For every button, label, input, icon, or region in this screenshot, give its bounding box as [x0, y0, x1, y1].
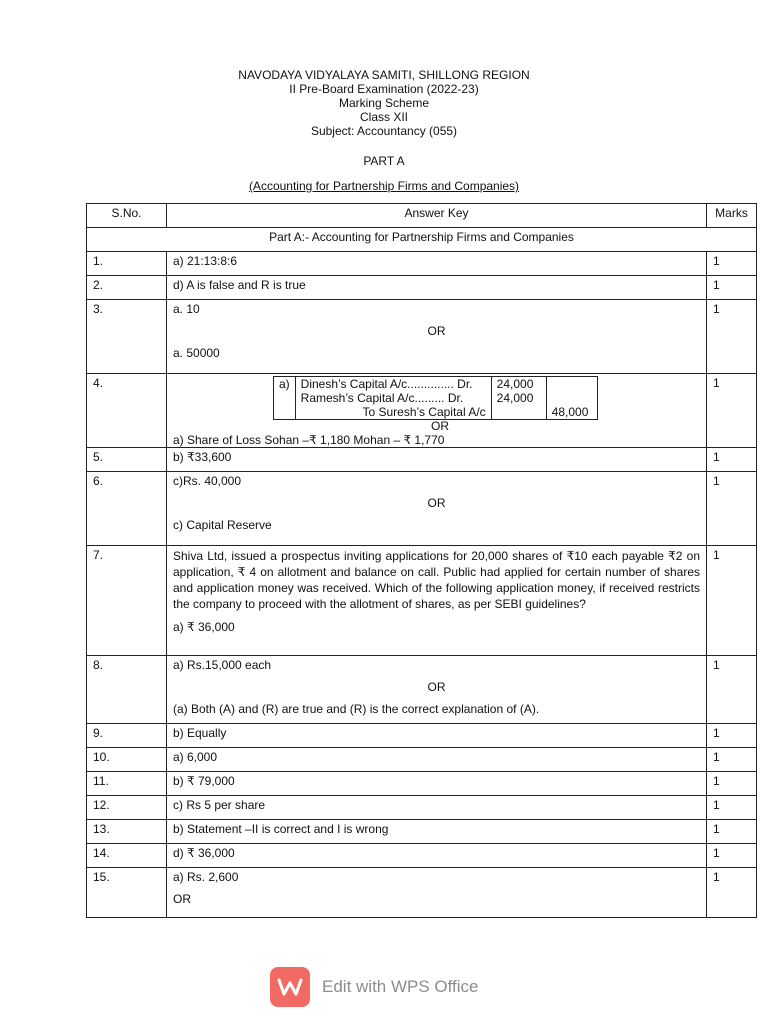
row-marks: 1: [707, 276, 757, 300]
row-sno: 15.: [87, 868, 167, 918]
table-row: [87, 276, 757, 300]
row-marks: 1: [707, 252, 757, 276]
row-answer: a) 6,000: [167, 748, 707, 772]
row-marks: 1: [707, 300, 757, 374]
table-row: [87, 252, 757, 276]
row-marks: 1: [707, 374, 757, 448]
table-row: [87, 796, 757, 820]
section-title: Part A:- Accounting for Partnership Firms and Companies: [87, 228, 757, 252]
table-row: [87, 448, 757, 472]
table-header-row: [87, 204, 757, 228]
row-sno: 5.: [87, 448, 167, 472]
row-sno: 11.: [87, 772, 167, 796]
wps-edit-label[interactable]: Edit with WPS Office: [322, 977, 479, 996]
wps-logo-icon: [270, 967, 310, 1007]
row-sno: 8.: [87, 656, 167, 724]
row-answer: b) Equally: [167, 724, 707, 748]
row-sno: 6.: [87, 472, 167, 546]
table-row: [87, 300, 757, 374]
table-row: [87, 472, 757, 546]
table-row: [87, 546, 757, 656]
row-answer: a. 10: [173, 302, 200, 316]
table-row: [87, 868, 757, 918]
header-scheme: Marking Scheme: [338, 96, 430, 110]
row-answer-cell: [167, 546, 707, 656]
row-sno: 3.: [87, 300, 167, 374]
journal-debit: 24,000 24,000: [491, 377, 546, 420]
question-text: Shiva Ltd, issued a prospectus inviting applications for 20,000 shares of ₹10 each payable ₹2 on application, ₹ 4 on allotment and balance on call. Public had applied for certain number of shares and application money was received. Which of the following application money, if received restricts the company to proceed with the allotment of shares, as per SEBI guidelines?: [173, 549, 700, 611]
row-sno: 1.: [87, 252, 167, 276]
row-answer: a) 21:13:8:6: [167, 252, 707, 276]
row-sno: 12.: [87, 796, 167, 820]
row-sno: 10.: [87, 748, 167, 772]
answer-key-table: [86, 203, 757, 918]
row-marks: 1: [707, 546, 757, 656]
row-marks: 1: [707, 796, 757, 820]
row-marks: 1: [707, 724, 757, 748]
wps-w-glyph: [277, 977, 303, 997]
header-class: Class XII: [359, 110, 408, 124]
row-sno: 7.: [87, 546, 167, 656]
or-label: OR: [431, 419, 449, 433]
document-header: [0, 68, 768, 138]
journal-entry-table: [273, 376, 598, 420]
row-answer: c)Rs. 40,000: [173, 474, 242, 488]
row-answer-cell: [167, 472, 707, 546]
row-marks: 1: [707, 868, 757, 918]
row-marks: 1: [707, 820, 757, 844]
or-label: OR: [427, 324, 446, 338]
journal-particulars: Dinesh’s Capital A/c.............. Dr. Ramesh’s Capital A/c......... Dr. To Suresh’s Capital A/c: [295, 377, 491, 420]
table-row: [87, 844, 757, 868]
header-organization: NAVODAYA VIDYALAYA SAMITI, SHILLONG REGION: [238, 68, 530, 82]
row-alternate-answer: c) Capital Reserve: [173, 518, 272, 532]
section-row: [87, 228, 757, 252]
header-subject: Subject: Accountancy (055): [310, 124, 458, 138]
row-answer: b) ₹33,600: [167, 448, 707, 472]
row-answer-cell: [167, 656, 707, 724]
row-alternate-answer: (a) Both (A) and (R) are true and (R) is the correct explanation of (A).: [173, 702, 540, 716]
row-answer: a) Rs. 2,600: [173, 870, 239, 884]
row-answer: b) ₹ 79,000: [167, 772, 707, 796]
row-answer: a) Rs.15,000 each: [173, 658, 272, 672]
row-answer-cell: [167, 374, 707, 448]
row-sno: 14.: [87, 844, 167, 868]
row-marks: 1: [707, 748, 757, 772]
row-sno: 2.: [87, 276, 167, 300]
table-row: [87, 724, 757, 748]
or-label: OR: [173, 892, 191, 906]
or-label: OR: [427, 680, 446, 694]
row-alternate-answer: a) Share of Loss Sohan –₹ 1,180 Mohan – ₹ 1,770: [173, 433, 445, 447]
row-answer: d) A is false and R is true: [167, 276, 707, 300]
table-row: [87, 772, 757, 796]
journal-label: a): [274, 377, 296, 420]
row-sno: 13.: [87, 820, 167, 844]
row-marks: 1: [707, 656, 757, 724]
row-sno: 4.: [87, 374, 167, 448]
row-answer: c) Rs 5 per share: [167, 796, 707, 820]
or-label: OR: [427, 496, 446, 510]
row-answer: b) Statement –II is correct and I is wrong: [167, 820, 707, 844]
row-alternate-answer: a. 50000: [173, 346, 220, 360]
row-answer: d) ₹ 36,000: [167, 844, 707, 868]
header-exam: II Pre-Board Examination (2022-23): [289, 82, 479, 96]
part-subtitle: (Accounting for Partnership Firms and Companies): [248, 179, 520, 193]
table-row: [87, 748, 757, 772]
row-answer-cell: [167, 868, 707, 918]
wps-edit-banner[interactable]: [270, 967, 510, 1007]
row-marks: 1: [707, 772, 757, 796]
row-answer-cell: [167, 300, 707, 374]
col-header-answer: Answer Key: [167, 204, 707, 228]
row-marks: 1: [707, 448, 757, 472]
table-row: [87, 374, 757, 448]
col-header-sno: S.No.: [87, 204, 167, 228]
table-row: [87, 820, 757, 844]
row-answer: a) ₹ 36,000: [173, 620, 235, 634]
col-header-marks: Marks: [707, 204, 757, 228]
table-row: [87, 656, 757, 724]
row-marks: 1: [707, 472, 757, 546]
row-sno: 9.: [87, 724, 167, 748]
row-marks: 1: [707, 844, 757, 868]
part-heading: PART A: [363, 154, 405, 168]
journal-credit: 48,000: [546, 377, 597, 420]
